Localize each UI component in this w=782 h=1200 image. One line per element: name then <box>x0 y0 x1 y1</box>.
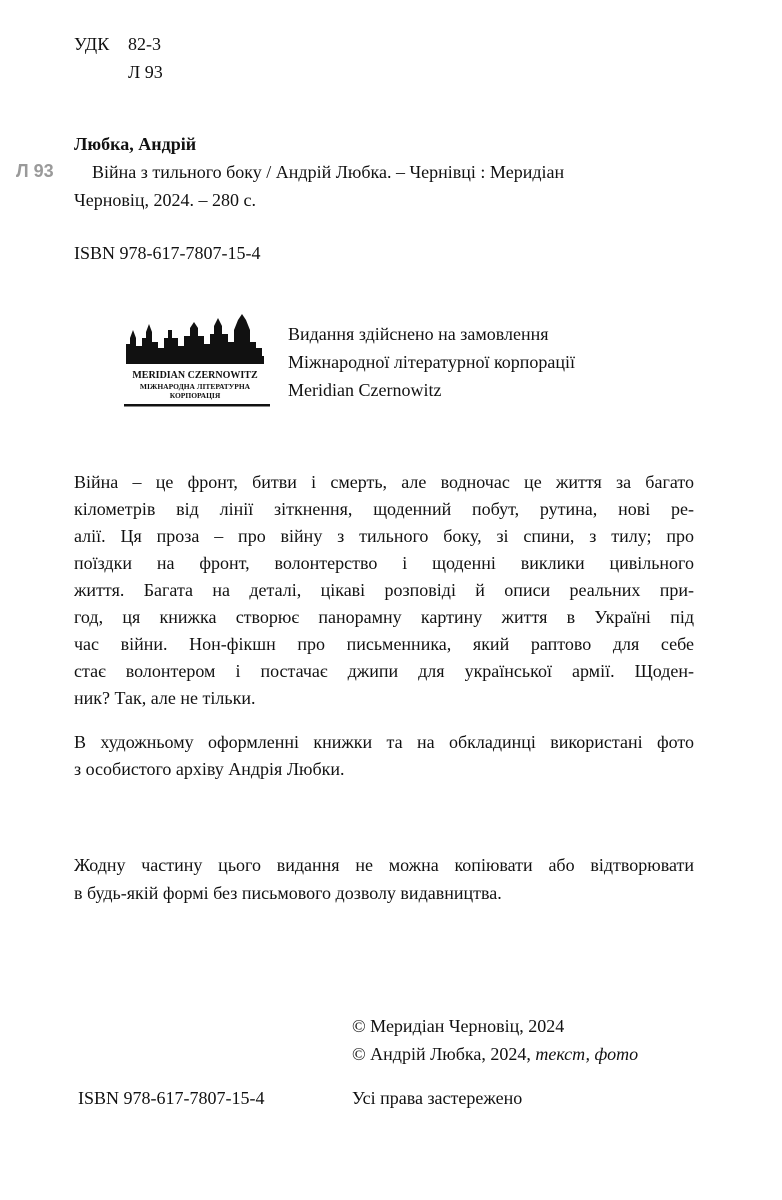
commission-line: Міжнародної літературної корпорації <box>288 352 576 372</box>
isbn-bottom: ISBN 978-617-7807-15-4 <box>78 1088 265 1108</box>
rights-line: в будь-якій формі без письмового дозволу видавництва. <box>74 883 502 903</box>
city-skyline-logo-icon <box>120 308 270 414</box>
all-rights-reserved: Усі права застережено <box>352 1088 523 1108</box>
credits-line: В художньому оформленні книжки та на обкладинці використані фото <box>74 732 694 752</box>
annotation-line: алії. Ця проза – про війну з тильного боку, зі спини, з тилу; про <box>74 526 694 546</box>
annotation-line: Війна – це фронт, битви і смерть, але водночас це життя за багато <box>74 472 694 492</box>
commission-line: Meridian Czernowitz <box>288 380 442 400</box>
copyright-italic: текст, фото <box>535 1044 639 1064</box>
copyright-block <box>352 1012 638 1068</box>
author-sign: Л 93 <box>128 62 163 82</box>
annotation-line: життя. Багата на деталі, цікаві розповіді й описи реальних при- <box>74 580 694 600</box>
biblio-line: Черновіц, 2024. – 280 с. <box>74 190 256 210</box>
photo-credits <box>74 729 694 783</box>
copyright-line <box>352 1040 638 1068</box>
annotation-line: год, ця книжка створює панорамну картину життя в Україні під <box>74 607 694 627</box>
rights-notice <box>74 851 694 907</box>
logo-title: MERIDIAN CZERNOWITZ <box>132 370 258 381</box>
copyright-line: © Меридіан Черновіц, 2024 <box>352 1016 565 1036</box>
author-heading: Любка, Андрій <box>74 134 197 154</box>
annotation-line: кілометрів від лінії зіткнення, щоденний побут, рутина, нові ре- <box>74 499 694 519</box>
annotation-line: стає волонтером і постачає джипи для української армії. Щоден- <box>74 661 694 681</box>
bibliographic-description <box>74 158 694 214</box>
commission-note <box>288 320 575 404</box>
logo-subtitle: КОРПОРАЦІЯ <box>169 391 221 400</box>
margin-mark: Л 93 <box>16 161 54 181</box>
book-annotation <box>74 469 694 712</box>
isbn-top: ISBN 978-617-7807-15-4 <box>74 243 261 263</box>
udk-block <box>74 30 163 86</box>
annotation-line: ник? Так, але не тільки. <box>74 688 256 708</box>
annotation-line: час війни. Нон-фікшн про письменника, який раптово для себе <box>74 634 694 654</box>
credits-line: з особистого архіву Андрія Любки. <box>74 759 345 779</box>
publisher-logo <box>120 308 270 414</box>
udk-code: 82-3 <box>128 34 161 54</box>
udk-label: УДК <box>74 34 110 54</box>
author-sign-row <box>74 58 163 86</box>
copyright-prefix: © Андрій Любка, 2024, <box>352 1044 536 1064</box>
logo-subtitle: МІЖНАРОДНА ЛІТЕРАТУРНА <box>139 382 251 391</box>
rights-line: Жодну частину цього видання не можна копіювати або відтворювати <box>74 855 694 875</box>
commission-line: Видання здійснено на замовлення <box>288 324 549 344</box>
udk-row <box>74 30 163 58</box>
annotation-line: поїздки на фронт, волонтерство і щоденні виклики цивільного <box>74 553 694 573</box>
biblio-line: Війна з тильного боку / Андрій Любка. – Чернівці : Меридіан <box>92 162 565 182</box>
